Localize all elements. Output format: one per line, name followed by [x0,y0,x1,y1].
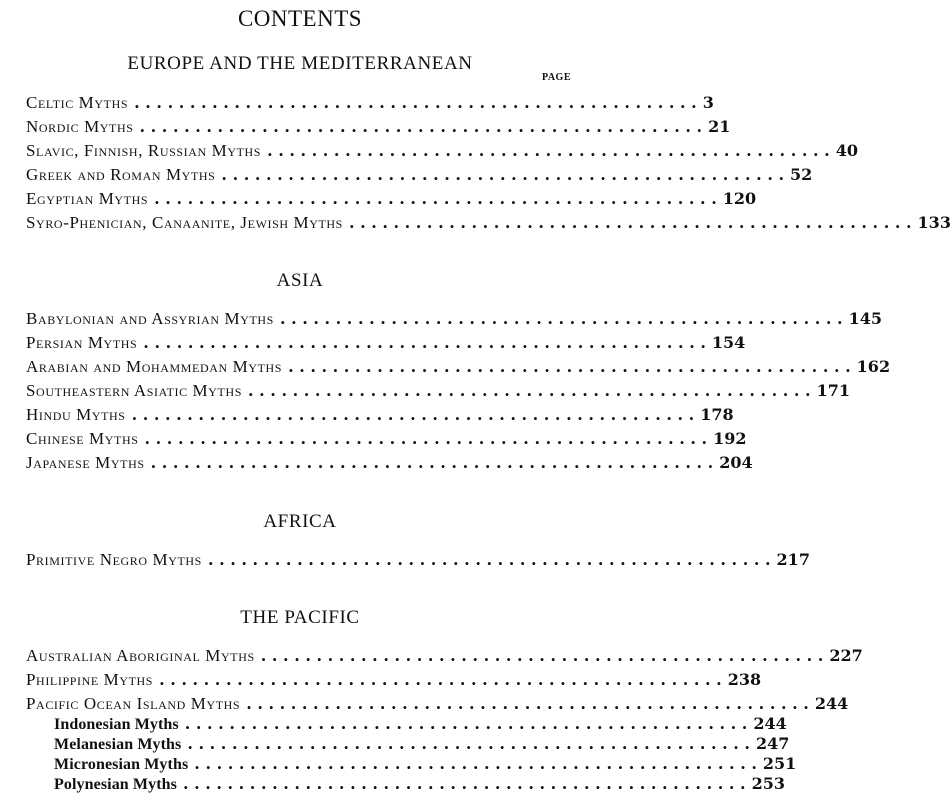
toc-entry-title: Syro-Phenician, Canaanite, Jewish Myths [26,213,343,232]
toc-entry-page: 178 [700,405,734,424]
dot-leader: . . . . . . . . . . . . . . . . . . . . . . . . . . . . . . . . . . . . . . . . . . . . . . . . . . . [260,646,824,665]
toc-entry[interactable] [26,212,951,234]
toc-entry-page: 133 [917,213,951,232]
dot-leader: . . . . . . . . . . . . . . . . . . . . . . . . . . . . . . . . . . . . . . . . . . . . . . . . . . . [187,734,750,753]
toc-entry-title: Primitive Negro Myths [26,550,202,569]
toc-entry[interactable] [26,380,851,402]
toc-entry[interactable] [26,404,734,426]
toc-entry-title: Arabian and Mohammedan Myths [26,357,283,376]
toc-entry[interactable] [26,188,757,210]
toc-entry-title: Micronesian Myths [54,756,189,773]
toc-entry-title: Slavic, Finnish, Russian Myths [26,141,262,160]
toc-subentry[interactable] [54,733,790,755]
toc-entry[interactable] [26,164,813,186]
toc-entry-page: 244 [814,694,849,713]
dot-leader: . . . . . . . . . . . . . . . . . . . . . . . . . . . . . . . . . . . . . . . . . . . . . . . . . . . [159,670,722,689]
page-column-label: PAGE [541,72,571,83]
toc-entry-title: Philippine Myths [26,670,154,689]
toc-entry-page: 244 [753,714,787,733]
toc-entry[interactable] [26,428,747,450]
toc-entry-page: 192 [713,429,747,448]
toc-entry-page: 40 [835,141,858,160]
dot-leader: . . . . . . . . . . . . . . . . . . . . . . . . . . . . . . . . . . . . . . . . . . . . . . . . . . . [207,550,771,569]
toc-entry[interactable] [26,549,810,571]
toc-entry-title: Polynesian Myths [54,776,177,793]
toc-entry[interactable] [26,356,891,378]
dot-leader: . . . . . . . . . . . . . . . . . . . . . . . . . . . . . . . . . . . . . . . . . . . . . . . . . . . [182,774,746,793]
toc-entry-page: 247 [755,734,790,753]
toc-entry-page: 145 [848,309,882,328]
toc-subentry[interactable] [54,713,787,735]
toc-entry[interactable] [26,669,762,691]
toc-entry-title: Celtic Myths [26,93,129,112]
toc-entry-page: 238 [727,670,762,689]
dot-leader: . . . . . . . . . . . . . . . . . . . . . . . . . . . . . . . . . . . . . . . . . . . . . . . . . . . [131,405,695,424]
toc-entry-page: 251 [762,754,797,773]
dot-leader: . . . . . . . . . . . . . . . . . . . . . . . . . . . . . . . . . . . . . . . . . . . . . . . . . . . [154,189,717,208]
toc-entry-title: Japanese Myths [26,453,145,472]
dot-leader: . . . . . . . . . . . . . . . . . . . . . . . . . . . . . . . . . . . . . . . . . . . . . . . . . . . [134,93,697,112]
toc-entry[interactable] [26,116,731,138]
toc-entry-page: 204 [719,453,753,472]
toc-entry-title: Melanesian Myths [54,736,182,753]
dot-leader: . . . . . . . . . . . . . . . . . . . . . . . . . . . . . . . . . . . . . . . . . . . . . . . . . . . [194,754,757,773]
toc-entry-title: Southeastern Asiatic Myths [26,381,243,400]
toc-entry[interactable] [26,140,858,162]
section-heading-pacific: THE PACIFIC [240,607,360,628]
toc-entry-title: Greek and Roman Myths [26,165,216,184]
section-heading-europe: EUROPE AND THE MEDITERRANEAN [127,53,473,74]
toc-entry-page: 154 [711,333,746,352]
dot-leader: . . . . . . . . . . . . . . . . . . . . . . . . . . . . . . . . . . . . . . . . . . . . . . . . . . . [246,694,809,713]
toc-entry-title: Chinese Myths [26,429,139,448]
dot-leader: . . . . . . . . . . . . . . . . . . . . . . . . . . . . . . . . . . . . . . . . . . . . . . . . . . . [184,714,748,733]
toc-entry-title: Pacific Ocean Island Myths [26,694,241,713]
toc-entry-page: 253 [751,774,785,793]
toc-entry-page: 227 [829,646,863,665]
toc-entry-page: 3 [702,93,714,112]
toc-subentry[interactable] [54,773,785,795]
section-heading-asia: ASIA [276,270,324,291]
toc-entry[interactable] [26,332,746,354]
toc-entry-title: Babylonian and Assyrian Myths [26,309,274,328]
dot-leader: . . . . . . . . . . . . . . . . . . . . . . . . . . . . . . . . . . . . . . . . . . . . . . . . . . . [248,381,811,400]
dot-leader: . . . . . . . . . . . . . . . . . . . . . . . . . . . . . . . . . . . . . . . . . . . . . . . . . . . [150,453,714,472]
dot-leader: . . . . . . . . . . . . . . . . . . . . . . . . . . . . . . . . . . . . . . . . . . . . . . . . . . . [279,309,843,328]
section-heading-africa: AFRICA [263,511,337,532]
toc-entry-title: Australian Aboriginal Myths [26,646,255,665]
dot-leader: . . . . . . . . . . . . . . . . . . . . . . . . . . . . . . . . . . . . . . . . . . . . . . . . . . . [221,165,785,184]
toc-entry-title: Indonesian Myths [54,716,179,733]
toc-entry-page: 171 [816,381,851,400]
toc-entry[interactable] [26,645,863,667]
dot-leader: . . . . . . . . . . . . . . . . . . . . . . . . . . . . . . . . . . . . . . . . . . . . . . . . . . . [144,429,708,448]
toc-entry-page: 162 [856,357,891,376]
dot-leader: . . . . . . . . . . . . . . . . . . . . . . . . . . . . . . . . . . . . . . . . . . . . . . . . . . . [139,117,703,136]
toc-subentry[interactable] [54,753,797,775]
toc-entry-page: 120 [722,189,757,208]
toc-entry[interactable] [26,452,753,474]
dot-leader: . . . . . . . . . . . . . . . . . . . . . . . . . . . . . . . . . . . . . . . . . . . . . . . . . . . [288,357,851,376]
toc-entry-page: 21 [708,117,731,136]
toc-entry[interactable] [26,308,882,330]
toc-entry-title: Egyptian Myths [26,189,149,208]
toc-entry[interactable] [26,92,714,114]
toc-entry[interactable] [26,693,849,715]
toc-entry-title: Hindu Myths [26,405,126,424]
toc-entry-title: Persian Myths [26,333,138,352]
dot-leader: . . . . . . . . . . . . . . . . . . . . . . . . . . . . . . . . . . . . . . . . . . . . . . . . . . . [143,333,706,352]
dot-leader: . . . . . . . . . . . . . . . . . . . . . . . . . . . . . . . . . . . . . . . . . . . . . . . . . . . [348,213,912,232]
toc-entry-title: Nordic Myths [26,117,134,136]
page-title: CONTENTS [237,6,363,31]
toc-entry-page: 217 [776,550,810,569]
toc-entry-page: 52 [790,165,813,184]
dot-leader: . . . . . . . . . . . . . . . . . . . . . . . . . . . . . . . . . . . . . . . . . . . . . . . . . . . [267,141,830,160]
